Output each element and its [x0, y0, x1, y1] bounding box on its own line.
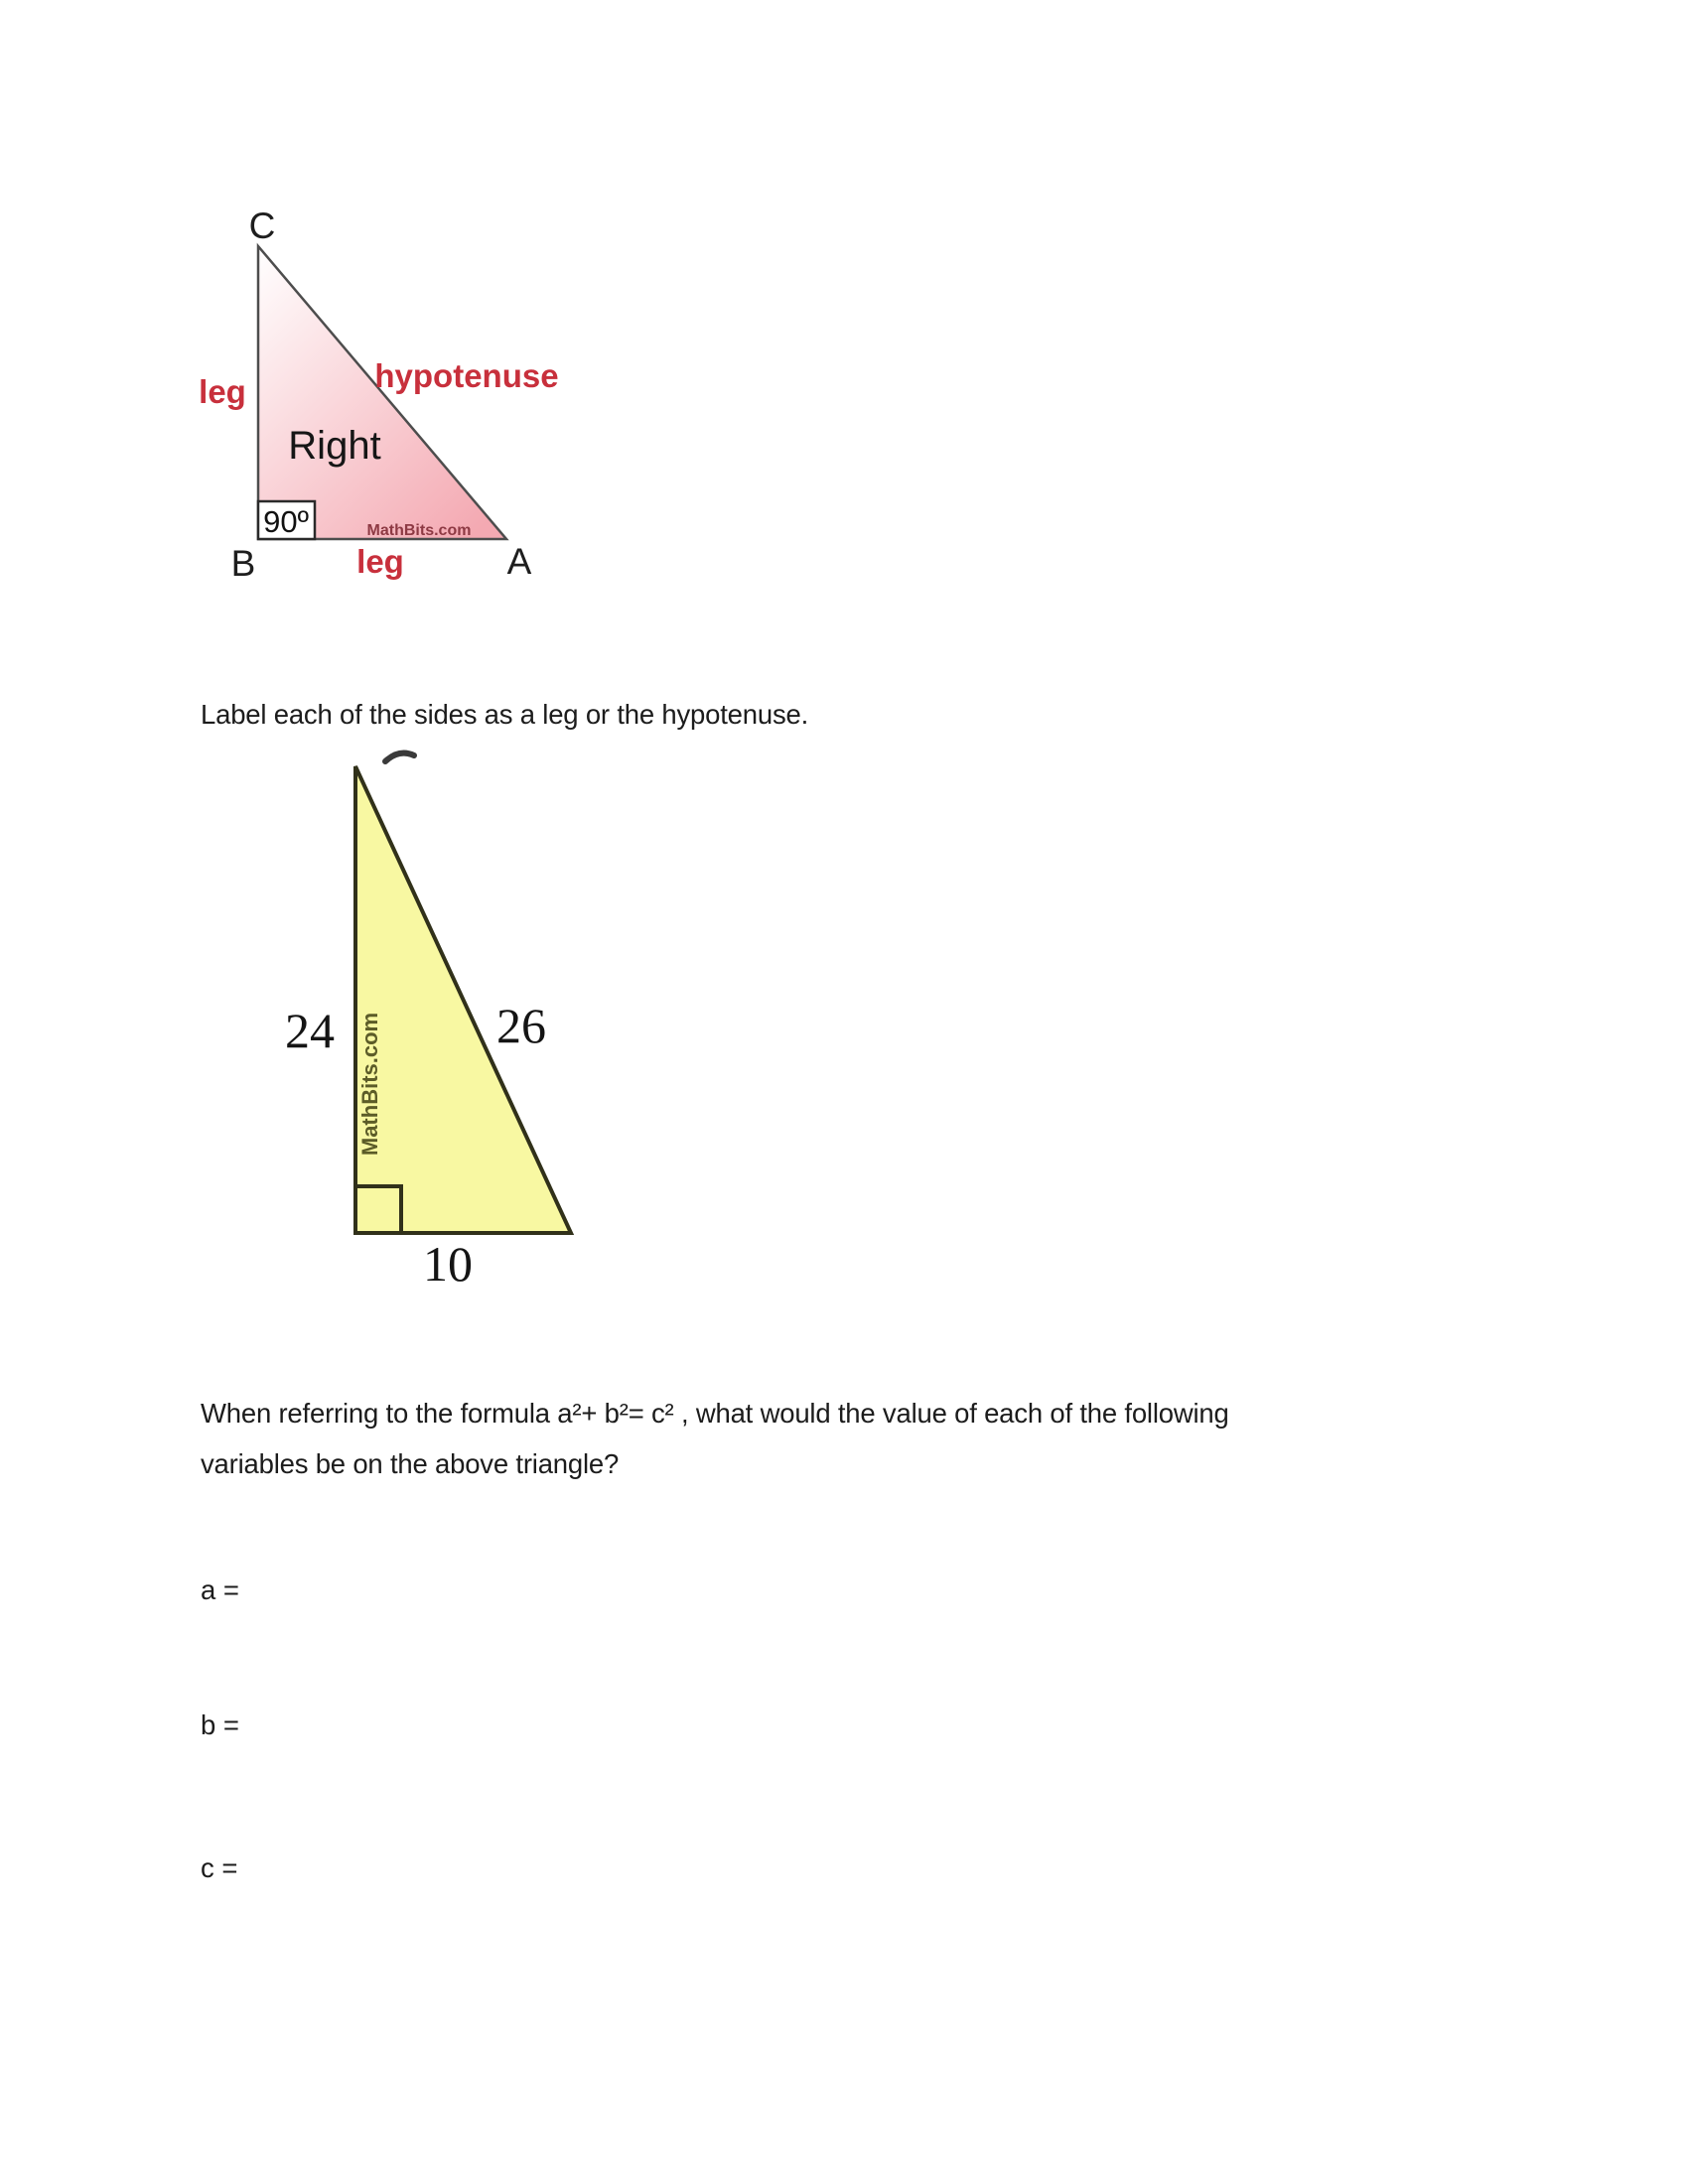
question-text	[201, 1388, 1229, 1489]
question-line-1: When referring to the formula a²+ b²= c² , what would the value of each of the following	[201, 1398, 1229, 1429]
leg-label-bottom: leg	[356, 543, 404, 580]
right-word-label: Right	[288, 424, 381, 468]
instruction-text: Label each of the sides as a leg or the hypotenuse.	[201, 699, 809, 730]
right-triangle-figure	[139, 139, 596, 606]
vertex-label-c: C	[248, 205, 276, 246]
vertex-label-a: A	[506, 541, 532, 582]
mathbits-watermark-vertical: MathBits.com	[357, 1012, 382, 1157]
side-length-10: 10	[423, 1236, 473, 1292]
vertex-label-b: B	[230, 543, 256, 584]
angle-90-label: 90º	[263, 504, 309, 539]
answer-label-a: a =	[201, 1574, 239, 1605]
yellow-triangle-figure	[228, 735, 655, 1310]
hypotenuse-label: hypotenuse	[374, 357, 559, 394]
angle-arc-mark	[385, 753, 414, 761]
leg-label-left: leg	[199, 373, 246, 410]
hypotenuse-length-26: 26	[496, 998, 546, 1053]
answer-label-c: c =	[201, 1852, 238, 1883]
answer-label-b: b =	[201, 1709, 239, 1740]
question-line-2: variables be on the above triangle?	[201, 1448, 620, 1479]
mathbits-watermark: MathBits.com	[366, 522, 472, 539]
side-length-24: 24	[285, 1003, 335, 1058]
